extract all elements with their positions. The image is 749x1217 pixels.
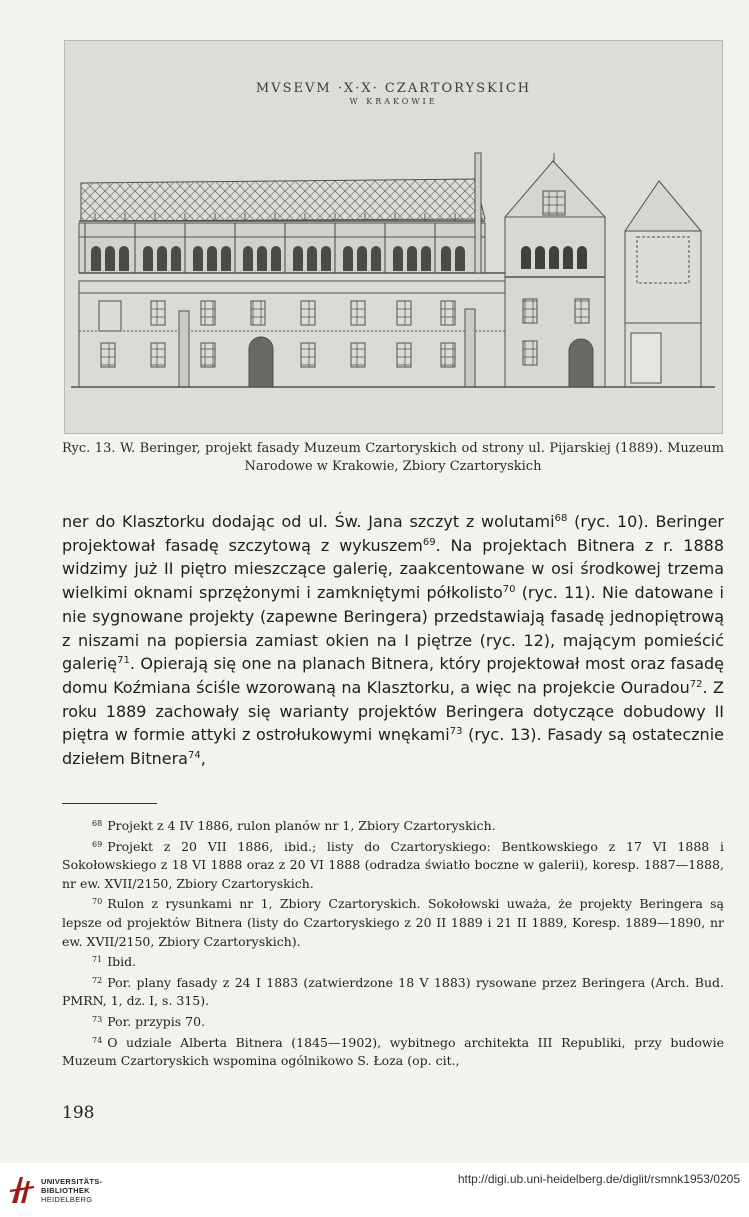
footnote-number: 68 (92, 819, 103, 828)
footnote-separator (62, 803, 157, 804)
footnote (62, 815, 724, 836)
source-url-link[interactable]: http://digi.ub.uni-heidelberg.de/diglit/rsmnk1953/0205 (457, 1172, 740, 1186)
footnote (62, 836, 724, 894)
footnote-ref[interactable]: 69 (422, 536, 436, 548)
library-name-line: BIBLIOTHEK (41, 1186, 90, 1195)
library-logo-icon (8, 1173, 36, 1207)
footnote-number: 74 (92, 1035, 103, 1045)
text-run: , (200, 749, 206, 769)
footnote-number: 73 (92, 1014, 103, 1024)
footnote-text: Ibid. (107, 954, 137, 970)
drawing-title: MVSEVM ·X·X· CZARTORYSKICH (255, 81, 532, 96)
footnote-number: 70 (92, 897, 103, 907)
footnotes (62, 815, 724, 1071)
footnote (62, 1032, 724, 1071)
page-number: 198 (62, 1103, 95, 1123)
text-run: (ryc. 10). Beringer projektował fasadę szczytową z wykuszem (62, 512, 725, 555)
footnote-text: Rulon z rysunkami nr 1, Zbiory Czartoryskich. Sokołowski uważa, że projekty Beringera są lepsze od projektów Bitnera (listy do Czartoryskiego z 20 II 1889 i 21 II 1889, Koresp. 1889—1890, nr ew. XVII/2150, Zbiory Czartoryskich). (62, 896, 724, 949)
footnote-ref[interactable]: 74 (187, 750, 201, 762)
footnote-ref[interactable]: 71 (117, 655, 130, 667)
drawing-subtitle: W KRAKOWIE (349, 97, 438, 106)
footnote-text: Projekt z 20 VII 1886, ibid.; listy do Czartoryskiego: Bentkowskiego z 17 VI 1888 i Sokołowskiego z 18 VI 1888 oraz z 20 VI 1888 (odradza światło boczne w galerii), koresp. 1887—1888, nr ew. XVII/2150, Zbiory Czartoryskich. (62, 838, 724, 891)
footnote-ref[interactable]: 73 (449, 726, 463, 738)
text-run: . Z roku 1889 zachowały się warianty projektów Beringera dotyczące dobudowy II piętra w formie attyki z ostrołukowymi wnękami (62, 677, 724, 745)
facade-drawing-figure (64, 40, 723, 434)
figure-caption: Ryc. 13. W. Beringer, projekt fasady Muzeum Czartoryskich od strony ul. Pijarskiej (1889). Muzeum Narodowe w Krakowie, Zbiory Czartoryskich (62, 441, 724, 474)
footnote-number: 72 (92, 975, 103, 985)
body-paragraph (62, 510, 724, 771)
footnote-number: 69 (92, 839, 103, 849)
footnote (62, 1011, 724, 1032)
footnote-ref[interactable]: 72 (689, 678, 703, 690)
footnote (62, 972, 724, 1011)
text-run: . Na projektach Bitnera z r. 1888 widzimy już II piętro mieszczące galerię, zaakcentowane w osi środkowej trzema wielkimi oknami sprzężonymi i zamkniętymi półkolisto (62, 535, 724, 603)
footnote-text: Projekt z 4 IV 1886, rulon planów nr 1, Zbiory Czartoryskich. (107, 818, 496, 833)
library-name (41, 1177, 102, 1204)
footnote-text: Por. plany fasady z 24 I 1883 (zatwierdzone 18 V 1883) rysowane przez Beringera (Arch. Bud. PMRN, 1, dz. I, s. 315). (62, 974, 724, 1009)
text-run: ner do Klasztorku dodając od ul. Św. Jana szczyt z wolutami (62, 512, 555, 531)
footnote-number: 71 (92, 955, 103, 965)
text-run: (ryc. 13). Fasady są ostatecznie dziełem Bitnera (62, 725, 724, 769)
digitization-footer (0, 1163, 749, 1217)
footnote-ref[interactable]: 70 (502, 584, 516, 596)
footnote-ref[interactable]: 68 (554, 513, 568, 524)
footnote-text: O udziale Alberta Bitnera (1845—1902), wybitnego architekta III Republiki, przy budowie Muzeum Czartoryskich wspomina ogólnikowo S. Łoza (op. cit., (62, 1034, 724, 1069)
footnote-text: Por. przypis 70. (107, 1013, 206, 1029)
text-run: (ryc. 11). Nie datowane i nie sygnowane projekty (zapewne Beringera) przedstawiają fasadę jednopiętrową z niszami na popiersia zamiast okien na I piętrze (ryc. 12), mającym pomieścić galerię (62, 583, 724, 674)
library-name-line: HEIDELBERG (41, 1195, 93, 1204)
footnote (62, 951, 724, 972)
footnote (62, 893, 724, 951)
library-name-line: UNIVERSITÄTS- (41, 1177, 103, 1186)
text-run: . Opierają się one na planach Bitnera, który projektował most oraz fasadę domu Koźmiana ściśle wzorowaną na Klasztorku, a więc na projekcie Ouradou (62, 654, 724, 697)
